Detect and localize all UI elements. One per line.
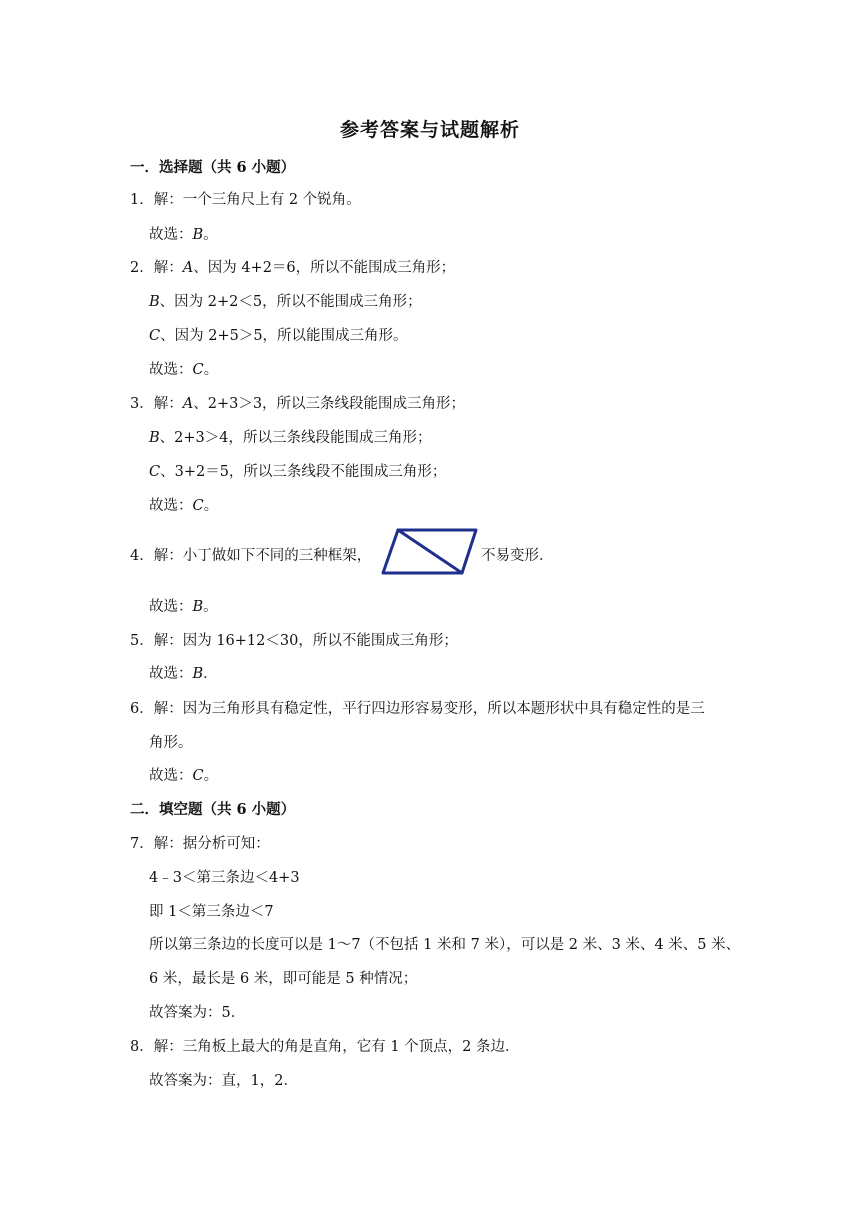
answer-option: C (192, 498, 204, 514)
answer-option: B (192, 227, 204, 243)
answer-suffix: 。 (203, 498, 219, 514)
option-label: B (149, 430, 160, 446)
page-title: 参考答案与试题解析 (339, 119, 520, 141)
q6-solution-cont: 角形。 (149, 735, 193, 751)
answer-option: C (192, 362, 204, 378)
solution-text: 、因为 4+2＝6，所以不能围成三角形； (193, 260, 456, 276)
answer-suffix: ． (203, 666, 218, 682)
q4-solution-after: 不易变形． (481, 548, 554, 564)
q7-solution: 7．解：据分析可知： (130, 836, 270, 852)
q7-answer: 故答案为：5． (149, 1005, 246, 1021)
answer-option: C (192, 768, 204, 784)
solution-text: 、2+3＞4，所以三条线段能围成三角形； (159, 430, 432, 446)
q1-answer (149, 225, 218, 245)
answer-option: B (192, 666, 204, 682)
answer-option: B (192, 599, 204, 615)
q3-solution-a (130, 394, 465, 414)
option-label: B (149, 294, 160, 310)
answer-suffix: 。 (203, 227, 218, 243)
q7-explanation-cont: 6 米，最长是 6 米，即可能是 5 种情况； (149, 971, 418, 987)
diagonal-line (398, 530, 462, 573)
answer-suffix: 。 (203, 362, 219, 378)
q1-solution: 1．解：一个三角尺上有 2 个锐角。 (130, 192, 361, 208)
solution-prefix: 3．解： (130, 396, 183, 412)
option-label: C (149, 328, 161, 344)
q3-answer (149, 496, 218, 516)
q6-answer (149, 766, 218, 786)
section-heading-fill: 二．填空题（共 6 小题） (130, 801, 296, 818)
q3-solution-b (149, 428, 431, 448)
q8-solution: 8．解：三角板上最大的角是直角，它有 1 个顶点，2 条边． (130, 1039, 520, 1055)
solution-text: 、因为 2+2＜5，所以不能围成三角形； (159, 294, 422, 310)
q2-answer (149, 360, 218, 380)
q7-explanation: 所以第三条边的长度可以是 1～7（不包括 1 米和 7 米），可以是 2 米、3 米、4 米、5 米、 (149, 937, 741, 953)
q2-solution-c (149, 326, 408, 346)
solution-text: 、3+2＝5，所以三条线段不能围成三角形； (160, 464, 447, 480)
q8-answer: 故答案为：直，1，2． (149, 1073, 298, 1089)
q2-solution-b (149, 292, 422, 312)
q4-answer (149, 597, 218, 617)
q5-solution: 5．解：因为 16+12＜30，所以不能围成三角形； (130, 633, 458, 649)
solution-prefix: 2．解： (130, 260, 183, 276)
parallelogram-diagonal-figure (380, 527, 478, 577)
option-label: C (149, 464, 161, 480)
solution-text: 、2+3＞3，所以三条线段能围成三角形； (193, 396, 466, 412)
q5-answer (149, 664, 218, 684)
section-heading-choice: 一．选择题（共 6 小题） (130, 159, 296, 176)
q4-solution-before: 4．解：小丁做如下不同的三种框架， (130, 548, 372, 564)
q6-solution: 6．解：因为三角形具有稳定性，平行四边形容易变形，所以本题形状中具有稳定性的是三 (130, 701, 705, 717)
answer-suffix: 。 (203, 768, 219, 784)
solution-text: 、因为 2+5＞5，所以能围成三角形。 (160, 328, 408, 344)
q2-solution-a (130, 258, 455, 278)
answer-prefix: 故选： (149, 227, 193, 243)
option-label: A (182, 396, 194, 412)
answer-suffix: 。 (203, 599, 218, 615)
option-label: A (182, 260, 194, 276)
answer-prefix: 故选： (149, 498, 193, 514)
answer-prefix: 故选： (149, 362, 193, 378)
q7-inequality: 4﹣3＜第三条边＜4+3 (149, 870, 300, 886)
answer-prefix: 故选： (149, 599, 193, 615)
q3-solution-c (149, 462, 446, 482)
answer-prefix: 故选： (149, 666, 193, 682)
q7-inequality-result: 即 1＜第三条边＜7 (149, 904, 274, 920)
answer-prefix: 故选： (149, 768, 193, 784)
